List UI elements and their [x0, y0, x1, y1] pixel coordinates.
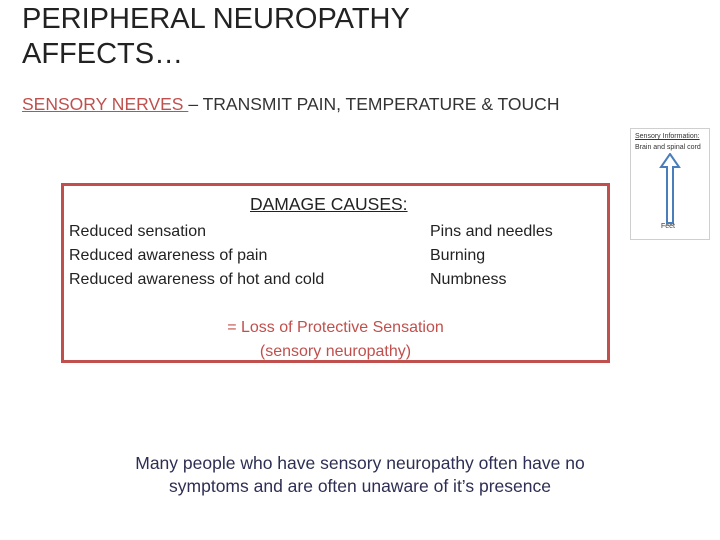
list-item: Reduced awareness of hot and cold: [69, 271, 325, 288]
diagram-bottom-label: Feet: [661, 223, 676, 230]
footer-line-2: symptoms and are often unaware of it’s presence: [169, 476, 551, 496]
left-symptom-list: [69, 220, 324, 292]
up-arrow-icon: [659, 153, 681, 225]
damage-causes-heading: DAMAGE CAUSES:: [250, 194, 408, 214]
sensory-pathway-diagram: [630, 128, 710, 240]
list-item: Numbness: [430, 271, 507, 288]
list-item: Reduced awareness of pain: [69, 247, 268, 264]
title-line-1: PERIPHERAL NEUROPATHY: [22, 3, 410, 35]
footer-note: [40, 452, 680, 498]
diagram-heading: Sensory Information:: [635, 133, 700, 140]
subtitle-rest: – TRANSMIT PAIN, TEMPERATURE & TOUCH: [188, 94, 560, 114]
footer-line-1: Many people who have sensory neuropathy often have no: [135, 453, 585, 473]
list-item: Reduced sensation: [69, 223, 206, 240]
list-item: Pins and needles: [430, 223, 553, 240]
slide-title: [22, 2, 410, 72]
diagram-top-label: Brain and spinal cord: [635, 144, 701, 151]
conclusion-line-1: = Loss of Protective Sensation: [227, 319, 444, 336]
subtitle: [22, 94, 559, 115]
subtitle-highlight: SENSORY NERVES: [22, 94, 189, 114]
damage-causes-box: [61, 183, 610, 363]
conclusion-line-2: (sensory neuropathy): [259, 343, 412, 360]
right-symptom-list: [430, 220, 553, 292]
conclusion-text: [64, 316, 607, 364]
list-item: Burning: [430, 247, 486, 264]
title-line-2: AFFECTS…: [22, 38, 184, 70]
